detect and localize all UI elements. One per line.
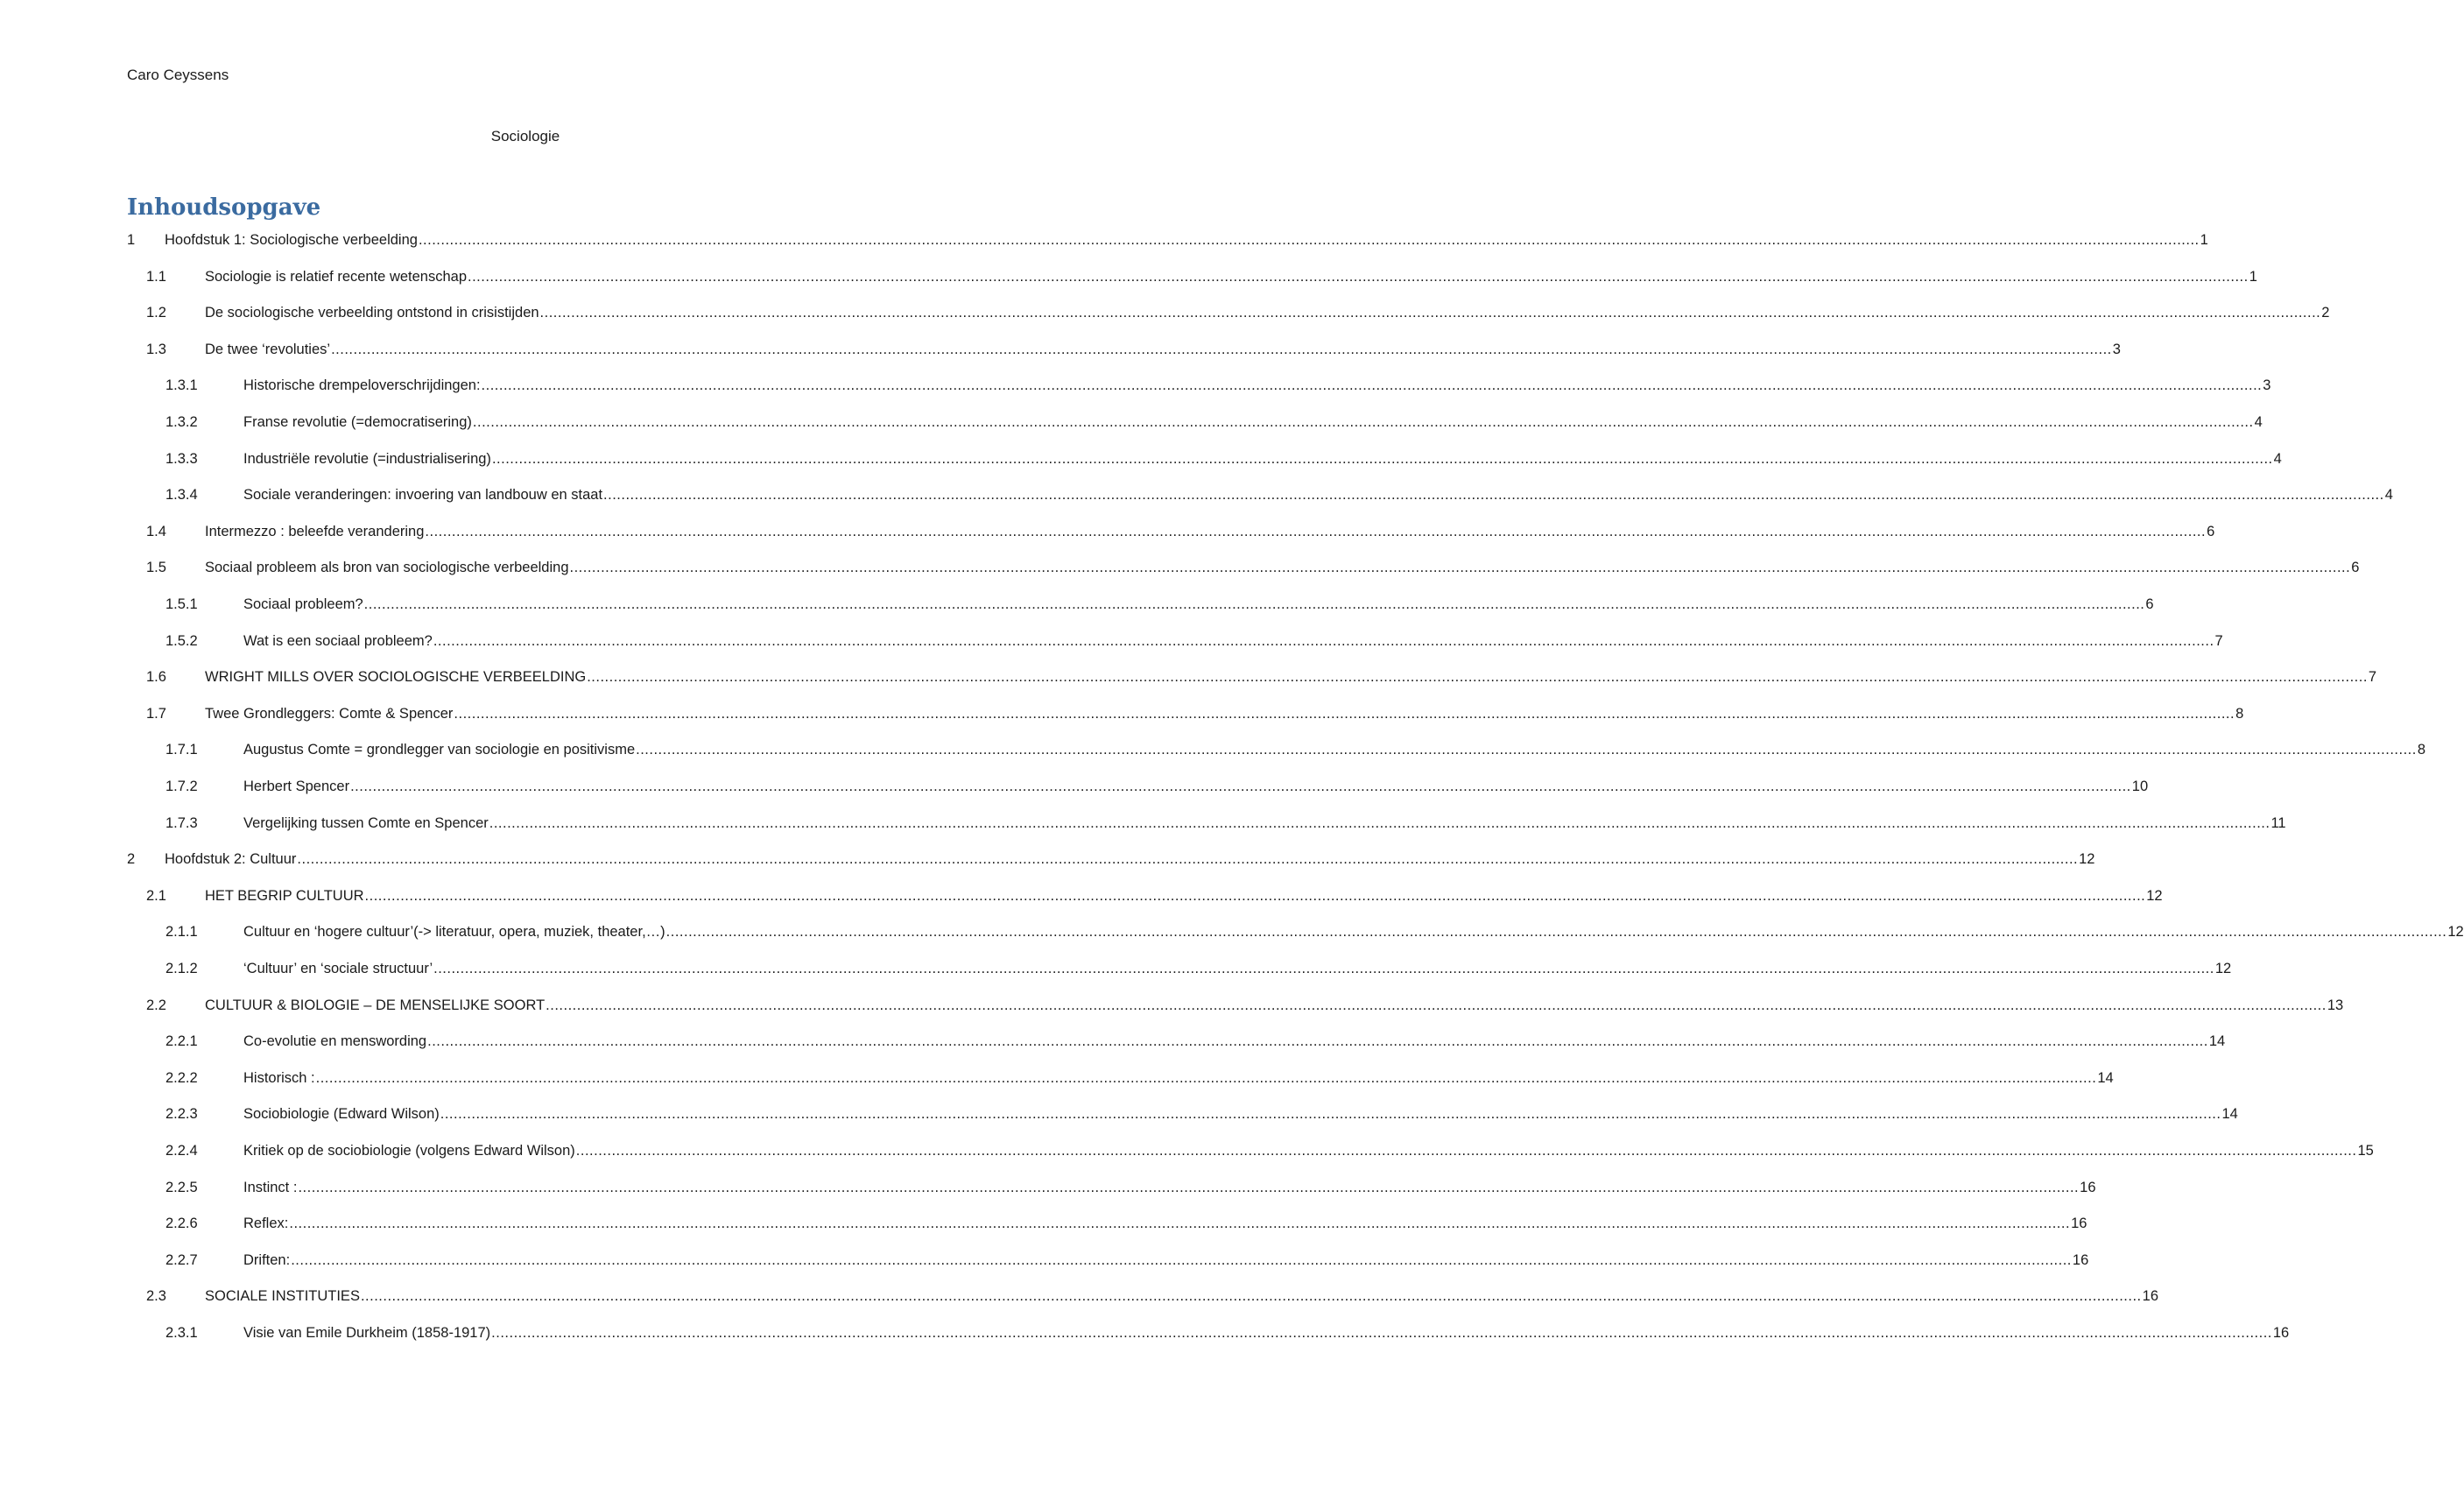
toc-entry-line: [243, 377, 2271, 394]
toc-entry-title: Intermezzo : beleefde verandering: [205, 523, 425, 539]
toc-entry-line: [243, 1179, 2096, 1196]
toc-entry[interactable]: [0, 483, 2393, 507]
toc-entry-line: [243, 779, 2149, 795]
toc-entry[interactable]: [0, 1102, 2238, 1126]
toc-entry-number: 1.3: [146, 341, 166, 357]
toc-entry[interactable]: [0, 1248, 2089, 1272]
toc-dot-leader: ................................................................................................................................................................................................................................................................................................................................................................................................................: [603, 487, 2384, 504]
toc-entry-number: 2.3: [146, 1288, 166, 1305]
toc-entry-title: SOCIALE INSTITUTIES: [205, 1288, 360, 1305]
toc-entry-title: Sociologie is relatief recente wetenschap: [205, 268, 468, 285]
toc-entry-title: Sociale veranderingen: invoering van landbouw en staat: [243, 487, 603, 504]
toc-entry-page: 12: [2079, 851, 2095, 868]
toc-entry-title: Historisch :: [243, 1069, 315, 1086]
toc-entry-page: 16: [2142, 1288, 2159, 1305]
toc-entry[interactable]: [0, 701, 2244, 726]
toc-entry-page: 6: [2207, 523, 2215, 539]
toc-entry-page: 4: [2273, 450, 2282, 467]
toc-entry-line: [243, 814, 2286, 832]
toc-entry-line: [243, 1069, 2114, 1087]
toc-entry-number: 1.7: [146, 705, 166, 722]
toc-entry-line: [243, 742, 2426, 758]
toc-entry-number: 1.5: [146, 560, 166, 576]
toc-entry[interactable]: [0, 1175, 2096, 1200]
toc-entry-page: 14: [2221, 1106, 2238, 1123]
toc-entry-line: [243, 1033, 2226, 1050]
toc-dot-leader: ................................................................................................................................................................................................................................................................................................................................................................................................................: [291, 1251, 2072, 1268]
toc-entry[interactable]: [0, 1321, 2290, 1345]
toc-entry[interactable]: [0, 555, 2360, 580]
toc-entry-line: [243, 1216, 2087, 1232]
toc-entry-line: [243, 924, 2464, 941]
toc-entry-title: Cultuur en ‘hogere cultuur’(-> literatuur, opera, muziek, theater,…): [243, 924, 665, 941]
toc-entry-number: 2: [127, 851, 136, 868]
toc-entry-title: Franse revolutie (=democratisering): [243, 414, 472, 430]
toc-entry-page: 12: [2214, 961, 2232, 976]
toc-entry-title: Co-evolutie en menswording: [243, 1033, 427, 1050]
toc-entry-number: 1.7.2: [165, 779, 198, 794]
toc-entry-title: Augustus Comte = grondlegger van sociologie en positivisme: [243, 742, 636, 758]
toc-entry-title: Hoofdstuk 1: Sociologische verbeelding: [165, 232, 418, 248]
toc-entry[interactable]: [0, 337, 2121, 362]
toc-entry-page: 14: [2097, 1069, 2114, 1086]
toc-entry-page: 8: [2235, 705, 2244, 722]
toc-entry-line: [205, 669, 2377, 686]
toc-entry-title: Sociaal probleem?: [243, 596, 363, 612]
toc-dot-leader: ................................................................................................................................................................................................................................................................................................................................................................................................................: [491, 1325, 2272, 1341]
toc-entry[interactable]: [0, 774, 2149, 799]
toc-dot-leader: ................................................................................................................................................................................................................................................................................................................................................................................................................: [350, 779, 2131, 794]
toc-entry-page: 16: [2080, 1179, 2096, 1195]
toc-dot-leader: ................................................................................................................................................................................................................................................................................................................................................................................................................: [665, 924, 2447, 941]
toc-entry-line: [243, 632, 2223, 650]
toc-entry-page: 16: [2272, 1325, 2290, 1341]
toc-entry[interactable]: [0, 629, 2223, 653]
toc-dot-leader: ................................................................................................................................................................................................................................................................................................................................................................................................................: [427, 1033, 2208, 1050]
toc-entry-number: 1.3.1: [165, 377, 198, 394]
toc-dot-leader: ................................................................................................................................................................................................................................................................................................................................................................................................................: [360, 1288, 2142, 1305]
toc-entry-title: Kritiek op de sociobiologie (volgens Edward Wilson): [243, 1143, 575, 1159]
toc-entry[interactable]: [0, 956, 2232, 981]
toc-entry-number: 2.2.3: [165, 1106, 198, 1123]
toc-entry-page: 16: [2071, 1216, 2087, 1232]
toc-entry[interactable]: [0, 1284, 2159, 1308]
toc-entry-number: 1.5.1: [165, 596, 198, 612]
toc-entry-line: [205, 705, 2244, 722]
toc-entry-page: 1: [2200, 232, 2208, 248]
toc-entry-number: 1.2: [146, 305, 166, 321]
toc-entry-title: Twee Grondleggers: Comte & Spencer: [205, 705, 454, 722]
toc-entry-page: 7: [2368, 669, 2377, 686]
toc-dot-leader: ................................................................................................................................................................................................................................................................................................................................................................................................................: [489, 814, 2270, 831]
toc-entry[interactable]: [0, 410, 2263, 434]
toc-entry-page: 4: [2254, 414, 2263, 430]
toc-dot-leader: ................................................................................................................................................................................................................................................................................................................................................................................................................: [425, 523, 2207, 539]
toc-entry-title: Industriële revolutie (=industrialisering): [243, 450, 491, 467]
toc-entry-title: CULTUUR & BIOLOGIE – DE MENSELIJKE SOORT: [205, 997, 546, 1013]
toc-entry-line: [243, 1251, 2089, 1269]
toc-entry-page: 15: [2357, 1143, 2374, 1159]
toc-entry-number: 1.1: [146, 268, 166, 285]
toc-entry-number: 1.3.4: [165, 487, 198, 504]
toc-entry-line: [205, 268, 2257, 285]
toc-entry[interactable]: [0, 300, 2330, 325]
toc-dot-leader: ................................................................................................................................................................................................................................................................................................................................................................................................................: [546, 997, 2327, 1013]
toc-dot-leader: ................................................................................................................................................................................................................................................................................................................................................................................................................: [331, 341, 2112, 357]
toc-entry[interactable]: [0, 920, 2464, 944]
toc-entry-title: HET BEGRIP CULTUUR: [205, 887, 364, 904]
toc-entry-number: 1: [127, 232, 136, 248]
toc-entry-number: 2.1: [146, 887, 166, 904]
toc-entry-number: 1.3.2: [165, 414, 198, 430]
toc-entry[interactable]: [0, 1029, 2226, 1054]
toc-entry-number: 2.3.1: [165, 1325, 198, 1341]
toc-dot-leader: ................................................................................................................................................................................................................................................................................................................................................................................................................: [491, 450, 2273, 467]
toc-entry-line: [205, 887, 2163, 905]
toc-entry-title: Sociaal probleem als bron van sociologische verbeelding: [205, 560, 569, 576]
toc-entry-title: WRIGHT MILLS OVER SOCIOLOGISCHE VERBEELDING: [205, 669, 587, 686]
toc-entry[interactable]: [0, 447, 2282, 471]
toc-entry-page: 16: [2072, 1251, 2089, 1268]
toc-entry-number: 2.1.2: [165, 961, 198, 976]
toc-entry-page: 10: [2131, 779, 2149, 794]
toc-entry-number: 1.5.2: [165, 632, 198, 649]
toc-entry-page: 13: [2327, 997, 2344, 1013]
toc-entry-page: 6: [2351, 560, 2360, 576]
toc-entry-title: Vergelijking tussen Comte en Spencer: [243, 814, 489, 831]
toc-entry[interactable]: [0, 1066, 2114, 1090]
toc-entry-number: 2.1.1: [165, 924, 198, 941]
toc-entry-line: [205, 1288, 2159, 1305]
toc-entry-title: Driften:: [243, 1251, 291, 1268]
toc-entry[interactable]: [0, 884, 2163, 908]
toc-entry[interactable]: [0, 665, 2377, 689]
toc-entry[interactable]: [0, 847, 2095, 871]
toc-entry-page: 11: [2270, 814, 2286, 831]
toc-entry-title: De sociologische verbeelding ontstond in crisistijden: [205, 305, 539, 321]
toc-dot-leader: ................................................................................................................................................................................................................................................................................................................................................................................................................: [569, 560, 2351, 576]
toc-dot-leader: ................................................................................................................................................................................................................................................................................................................................................................................................................: [575, 1143, 2357, 1159]
toc-entry-line: [205, 997, 2344, 1014]
toc-dot-leader: ................................................................................................................................................................................................................................................................................................................................................................................................................: [440, 1106, 2221, 1123]
toc-dot-leader: ................................................................................................................................................................................................................................................................................................................................................................................................................: [297, 851, 2079, 868]
toc-entry-line: [243, 1325, 2290, 1342]
toc-entry-line: [243, 450, 2282, 468]
toc-entry-line: [205, 523, 2215, 540]
toc-entry-number: 2.2.6: [165, 1216, 198, 1232]
toc-entry-number: 2.2.4: [165, 1143, 198, 1159]
toc-entry-page: 12: [2146, 887, 2163, 904]
toc-entry-page: 2: [2321, 305, 2330, 321]
toc-entry-line: [243, 1143, 2374, 1159]
toc-entry-line: [205, 560, 2360, 576]
toc-dot-leader: ................................................................................................................................................................................................................................................................................................................................................................................................................: [454, 705, 2235, 722]
toc-dot-leader: ................................................................................................................................................................................................................................................................................................................................................................................................................: [315, 1069, 2097, 1086]
toc-dot-leader: ................................................................................................................................................................................................................................................................................................................................................................................................................: [418, 232, 2200, 248]
toc-entry-page: 1: [2249, 268, 2257, 285]
toc-entry-title: Sociobiologie (Edward Wilson): [243, 1106, 440, 1123]
toc-entry-line: [165, 851, 2095, 868]
toc-entry-number: 2.2: [146, 997, 166, 1013]
toc-entry-number: 2.2.5: [165, 1179, 198, 1195]
toc-entry-title: Wat is een sociaal probleem?: [243, 632, 433, 649]
toc-entry[interactable]: [0, 1211, 2087, 1236]
toc-entry[interactable]: [0, 811, 2286, 835]
toc-dot-leader: ................................................................................................................................................................................................................................................................................................................................................................................................................: [289, 1216, 2071, 1232]
document-title: Sociologie: [490, 128, 560, 144]
toc-entry-line: [205, 341, 2121, 358]
toc-entry-line: [165, 232, 2208, 249]
toc-dot-leader: ................................................................................................................................................................................................................................................................................................................................................................................................................: [539, 305, 2321, 321]
toc-entry[interactable]: [0, 228, 2208, 252]
toc-entry-title: Instinct :: [243, 1179, 298, 1195]
toc-entry-line: [243, 487, 2393, 504]
toc-entry-number: 1.4: [146, 523, 166, 539]
toc-entry-line: [205, 305, 2330, 321]
toc-entry-page: 3: [2112, 341, 2121, 357]
toc-entry-title: Hoofdstuk 2: Cultuur: [165, 851, 297, 868]
header-author: Caro Ceyssens: [127, 67, 229, 83]
toc-entry-title: Historische drempeloverschrijdingen:: [243, 377, 481, 394]
toc-entry-line: [243, 1106, 2238, 1123]
toc-dot-leader: ................................................................................................................................................................................................................................................................................................................................................................................................................: [472, 414, 2254, 430]
toc-dot-leader: ................................................................................................................................................................................................................................................................................................................................................................................................................: [468, 268, 2249, 285]
toc-entry-number: 1.6: [146, 669, 166, 686]
toc-dot-leader: ................................................................................................................................................................................................................................................................................................................................................................................................................: [364, 887, 2146, 904]
toc-entry-line: [243, 961, 2232, 977]
toc-entry[interactable]: [0, 737, 2426, 762]
toc-entry[interactable]: [0, 1138, 2374, 1163]
toc-dot-leader: ................................................................................................................................................................................................................................................................................................................................................................................................................: [433, 632, 2214, 649]
toc-entry-number: 1.7.1: [165, 742, 198, 758]
toc-entry-page: 12: [2447, 924, 2464, 941]
toc-entry-title: Herbert Spencer: [243, 779, 350, 794]
toc-heading: Inhoudsopgave: [127, 194, 321, 221]
toc-entry-number: 1.3.3: [165, 450, 198, 467]
toc-entry[interactable]: [0, 264, 2257, 289]
toc-dot-leader: ................................................................................................................................................................................................................................................................................................................................................................................................................: [298, 1179, 2080, 1195]
toc-entry-page: 7: [2214, 632, 2223, 649]
toc-entry-number: 1.7.3: [165, 814, 198, 831]
toc-entry[interactable]: [0, 592, 2154, 617]
toc-entry-page: 3: [2263, 377, 2271, 394]
toc-entry[interactable]: [0, 519, 2215, 544]
toc-entry-title: ‘Cultuur’ en ‘sociale structuur’: [243, 961, 433, 976]
toc-entry-line: [243, 596, 2154, 613]
toc-entry[interactable]: [0, 993, 2344, 1018]
toc-entry-page: 14: [2208, 1033, 2226, 1050]
toc-dot-leader: ................................................................................................................................................................................................................................................................................................................................................................................................................: [481, 377, 2263, 394]
toc-entry-number: 2.2.7: [165, 1251, 198, 1268]
toc-entry-line: [243, 414, 2263, 431]
toc-dot-leader: ................................................................................................................................................................................................................................................................................................................................................................................................................: [636, 742, 2417, 758]
toc-entry[interactable]: [0, 373, 2271, 398]
toc-entry-title: Reflex:: [243, 1216, 289, 1232]
toc-entry-title: Visie van Emile Durkheim (1858-1917): [243, 1325, 491, 1341]
toc-entry-page: 8: [2417, 742, 2426, 758]
toc-entry-number: 2.2.1: [165, 1033, 198, 1050]
toc-entry-page: 4: [2384, 487, 2393, 504]
toc-dot-leader: ................................................................................................................................................................................................................................................................................................................................................................................................................: [433, 961, 2214, 976]
toc-dot-leader: ................................................................................................................................................................................................................................................................................................................................................................................................................: [587, 669, 2368, 686]
toc-entry-title: De twee ‘revoluties’: [205, 341, 331, 357]
toc-dot-leader: ................................................................................................................................................................................................................................................................................................................................................................................................................: [363, 596, 2145, 612]
toc-entry-number: 2.2.2: [165, 1069, 198, 1086]
toc-entry-page: 6: [2145, 596, 2154, 612]
